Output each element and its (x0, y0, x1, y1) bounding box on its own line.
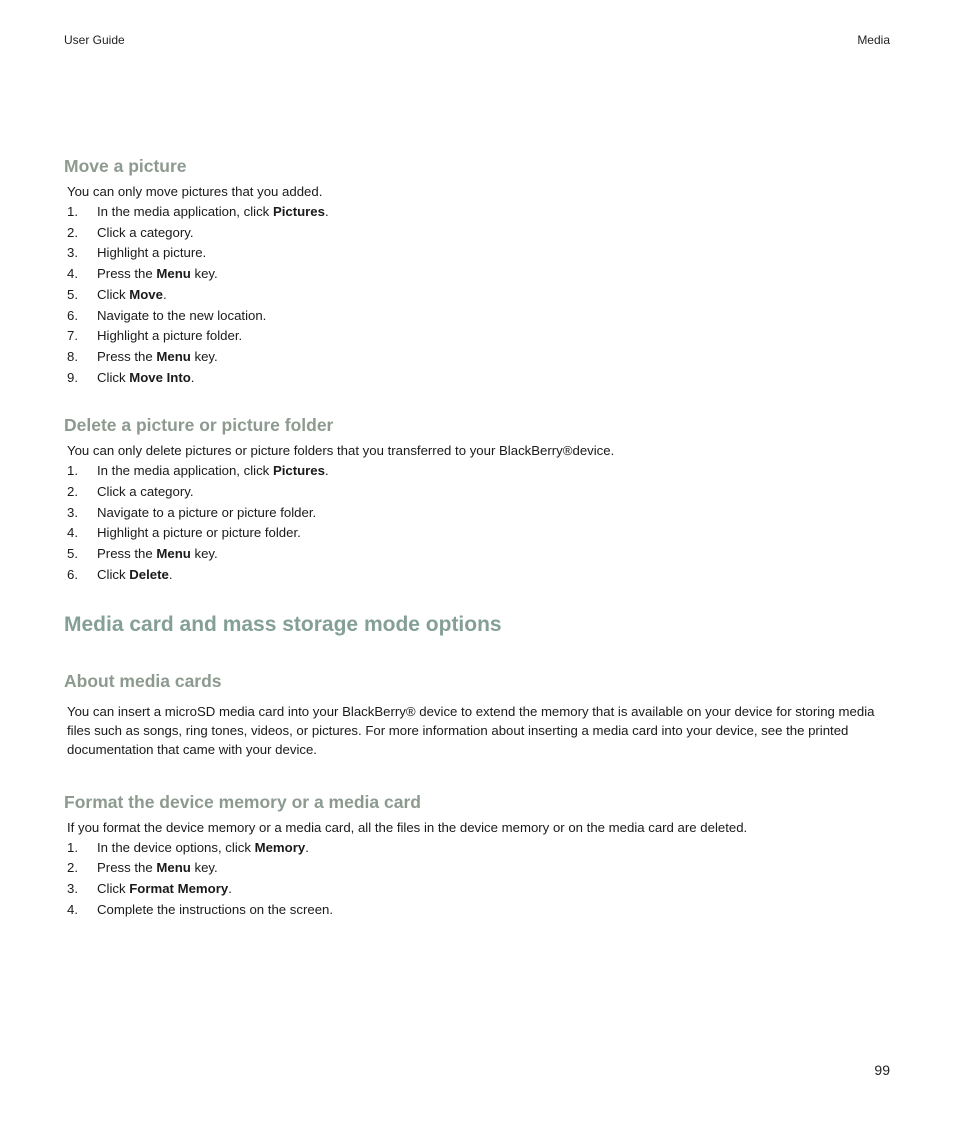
step-number: 4. (67, 901, 78, 917)
heading-delete-picture: Delete a picture or picture folder (64, 415, 334, 436)
step-number: 9. (67, 369, 78, 385)
step-text: Click Format Memory. (97, 880, 232, 896)
list-item (64, 223, 890, 244)
step-number: 5. (67, 546, 78, 562)
running-header-section: Media (857, 33, 890, 47)
heading-format-memory: Format the device memory or a media card (64, 791, 421, 812)
step-ui-term: Menu (156, 348, 191, 364)
format-steps (64, 838, 890, 921)
list-item (64, 243, 890, 264)
list-item (64, 544, 890, 565)
delete-intro: You can only delete pictures or picture folders that you transferred to your BlackBerry®device. (67, 443, 615, 459)
heading-about-media-cards: About media cards (64, 670, 222, 691)
step-number: 5. (67, 286, 78, 302)
step-ui-term: Pictures (272, 204, 325, 219)
step-number: 3. (67, 245, 78, 261)
step-ui-term: Menu (156, 546, 191, 562)
step-ui-term: Menu (156, 266, 191, 282)
move-intro: You can only move pictures that you added. (67, 184, 323, 199)
list-item (64, 461, 890, 482)
list-item (64, 285, 890, 306)
step-text: Click a category. (97, 224, 194, 240)
list-item (64, 306, 890, 327)
step-number: 1. (67, 204, 78, 219)
list-item (64, 482, 890, 503)
step-text: Press the Menu key. (97, 546, 218, 562)
list-item (64, 264, 890, 285)
step-number: 6. (67, 566, 78, 582)
about-body: You can insert a microSD media card into your BlackBerry® device to extend the memory that is available on your device for storing media files such as songs, ring tones, videos, or pictures. For more information about inserting a media card into your device, see the printed documentation that came with your device. (67, 703, 875, 757)
list-item (64, 879, 890, 900)
step-number: 4. (67, 266, 78, 282)
step-text: Click Delete. (97, 566, 173, 582)
step-number: 4. (67, 525, 78, 541)
step-text: In the media application, click Pictures. (97, 463, 329, 479)
list-item (64, 202, 890, 223)
move-steps (64, 202, 890, 388)
step-text: Click a category. (97, 484, 194, 500)
list-item (64, 368, 890, 389)
step-number: 8. (67, 348, 78, 364)
step-text: Click Move Into. (97, 369, 195, 385)
step-ui-term: Pictures (272, 463, 325, 479)
step-number: 2. (67, 860, 78, 876)
list-item (64, 523, 890, 544)
heading-media-card-options: Media card and mass storage mode options (64, 612, 502, 636)
step-number: 2. (67, 224, 78, 240)
step-text: Highlight a picture. (97, 245, 207, 261)
list-item (64, 900, 890, 921)
step-text: Highlight a picture or picture folder. (97, 525, 301, 541)
step-text: In the device options, click Memory. (97, 839, 309, 855)
step-text: In the media application, click Pictures. (97, 204, 329, 219)
heading-move-picture: Move a picture (64, 156, 187, 176)
step-ui-term: Move Into (129, 369, 191, 385)
format-intro: If you format the device memory or a media card, all the files in the device memory or on the media card are deleted. (67, 819, 748, 835)
step-text: Complete the instructions on the screen. (97, 901, 334, 917)
step-number: 3. (67, 880, 78, 896)
step-ui-term: Memory (254, 839, 306, 855)
step-text: Click Move. (97, 286, 167, 302)
step-text: Highlight a picture folder. (97, 328, 243, 344)
list-item (64, 503, 890, 524)
step-ui-term: Menu (156, 860, 191, 876)
list-item (64, 347, 890, 368)
step-ui-term: Delete (129, 566, 169, 582)
list-item (64, 858, 890, 879)
step-number: 2. (67, 484, 78, 500)
list-item (64, 326, 890, 347)
step-text: Navigate to the new location. (97, 307, 267, 323)
page-number: 99 (874, 1062, 890, 1078)
step-number: 1. (67, 839, 78, 855)
step-number: 3. (67, 504, 78, 520)
step-text: Navigate to a picture or picture folder. (97, 504, 317, 520)
list-item (64, 565, 890, 586)
delete-steps (64, 461, 890, 585)
step-number: 7. (67, 328, 78, 344)
step-number: 6. (67, 307, 78, 323)
page-content (64, 154, 890, 920)
step-text: Press the Menu key. (97, 860, 218, 876)
step-ui-term: Format Memory (129, 880, 229, 896)
step-text: Press the Menu key. (97, 266, 218, 282)
step-text: Press the Menu key. (97, 348, 218, 364)
running-header-title: User Guide (64, 33, 125, 47)
step-number: 1. (67, 463, 78, 479)
list-item (64, 838, 890, 859)
step-ui-term: Move (129, 286, 163, 302)
